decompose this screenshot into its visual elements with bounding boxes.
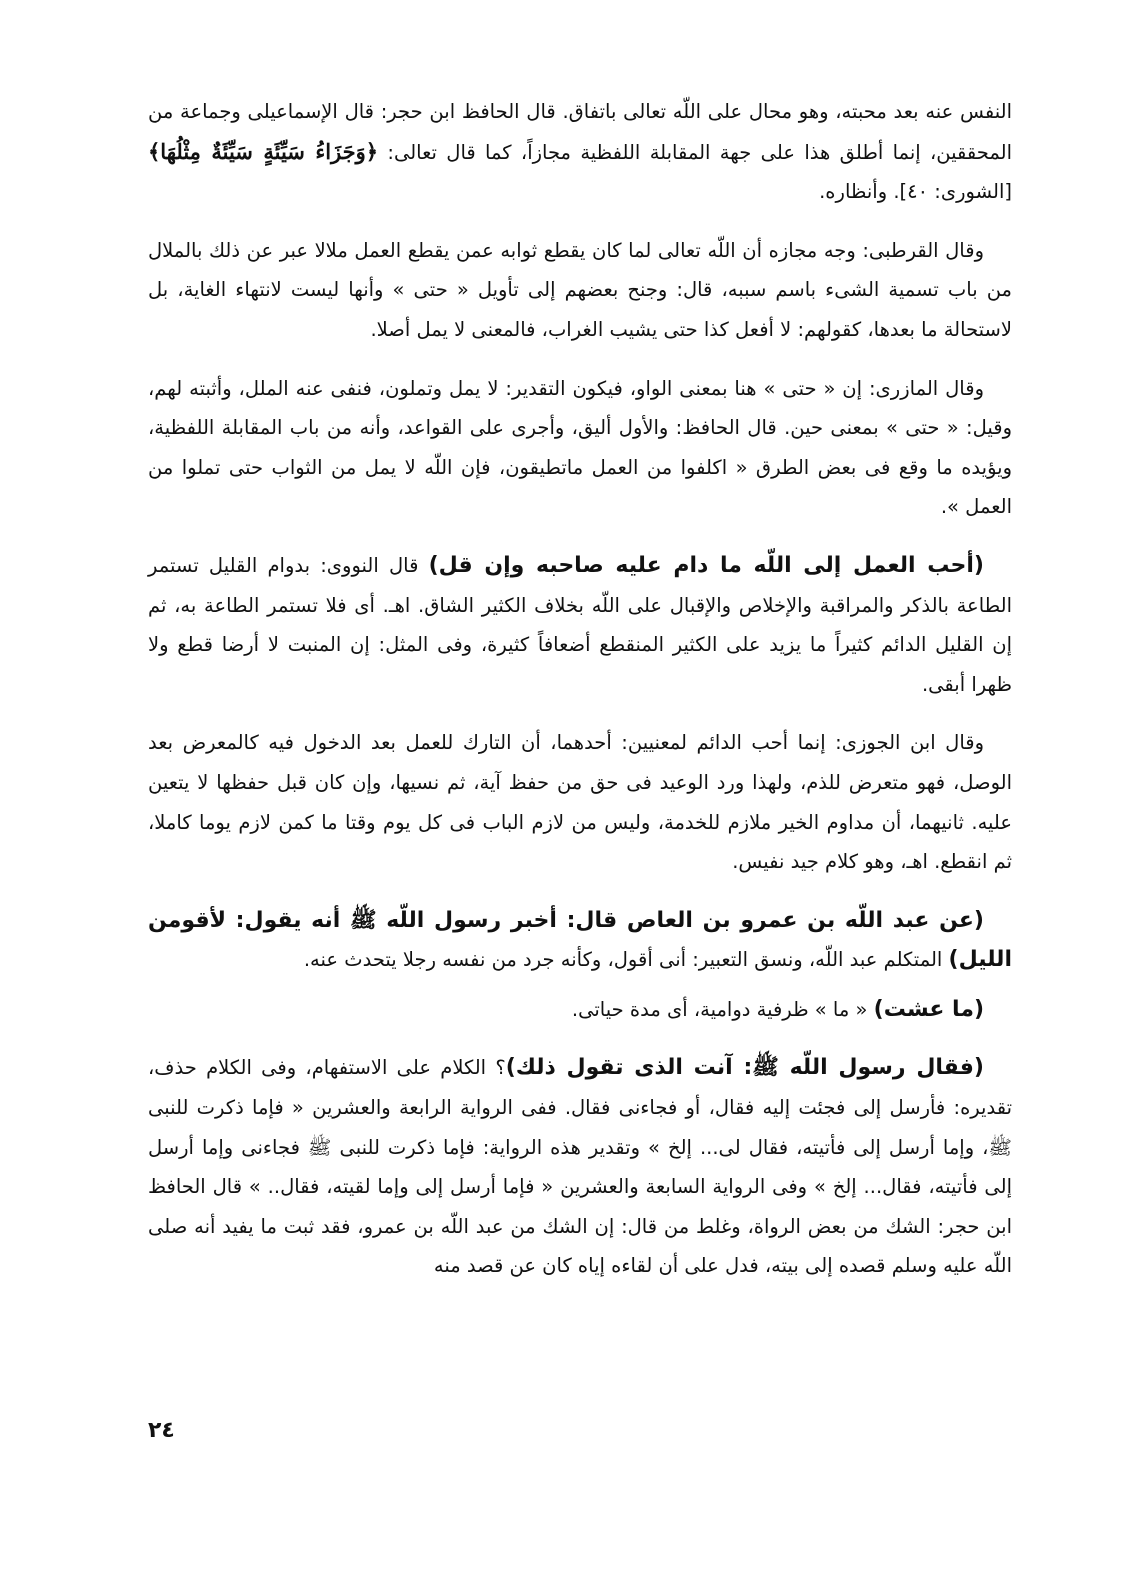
paragraph-6-text: المتكلم عبد اللّه، ونسق التعبير: أنى أقول، وكأنه جرد من نفسه رجلا يتحدث عنه. [303, 948, 949, 972]
hadith-heading: (ما عشت) [873, 996, 984, 1022]
paragraph-1-text-after: [الشورى: ٤٠]. وأنظاره. [819, 180, 1012, 204]
main-text-block [148, 92, 1012, 1305]
paragraph-5-text: وقال ابن الجوزى: إنما أحب الدائم لمعنيين: أحدهما، أن التارك للعمل بعد الدخول فيه كالمعرض بعد الوصل، فهو متعرض للذم، ولهذا ورد الوعيد فى حق من حفظ آية، ثم نسيها، وإن كان قبل حفظها لا يتعين عليه. ثانيهما، أن مداوم الخير ملازم للخدمة، وليس من لازم الباب فى كل يوم وقتا ما كمن لازم يوما كاملا، ثم انقطع. اهـ، وهو كلام جيد نفيس. [148, 731, 1012, 874]
quran-verse: ﴿وَجَزَاءُ سَيِّئَةٍ سَيِّئَةٌ مِثْلُهَا﴾ [148, 138, 379, 164]
paragraph-2 [148, 231, 1012, 350]
page-number: ٢٤ [148, 1418, 175, 1443]
paragraph-8-text: ؟ الكلام على الاستفهام، وفى الكلام حذف، تقديره: فأرسل إلى فجئت إليه فقال، أو فجاءنى فقال. ففى الرواية الرابعة والعشرين « فإما ذكرت للنبى ﷺ، وإما أرسل إلى فأتيته، فقال لى... إلخ » وتقدير هذه الرواية: فإما ذكرت للنبى ﷺ فجاءنى وإما أرسل إلى فأتيته، فقال... إلخ » وفى الرواية السابعة والعشرين « فإما أرسل إلى وإما لقيته، فقال.. » قال الحافظ ابن حجر: الشك من بعض الرواة، وغلط من قال: إن الشك من عبد اللّه بن عمرو، فقد ثبت ما يفيد أنه صلى اللّه عليه وسلم قصده إلى بيته، فدل على أن لقاءه إياه كان عن قصد منه [148, 1056, 1012, 1278]
paragraph-3 [148, 369, 1012, 527]
paragraph-5 [148, 723, 1012, 881]
paragraph-6 [148, 901, 1012, 980]
paragraph-7 [148, 990, 1012, 1030]
hadith-heading: (عن عبد اللّه بن عمرو بن العاص قال: أخبر رسول اللّه ﷺ أنه يقول: لأقومن الليل) [148, 907, 1012, 973]
paragraph-2-text: وقال القرطبى: وجه مجازه أن اللّه تعالى لما كان يقطع ثوابه عمن يقطع العمل ملالا عبر عن ذلك بالملال من باب تسمية الشىء باسم سببه، قال: وجنح بعضهم إلى تأويل « حتى » وأنها ليست لانتهاء الغاية، بل لاستحالة ما بعدها، كقولهم: لا أفعل كذا حتى يشيب الغراب، فالمعنى لا يمل أصلا. [148, 238, 1012, 341]
hadith-heading: (فقال رسول اللّه ﷺ: آنت الذى تقول ذلك) [505, 1055, 984, 1081]
paragraph-4-text: قال النووى: بدوام القليل تستمر الطاعة بالذكر والمراقبة والإخلاص والإقبال على اللّه بخلاف الكثير الشاق. اهـ. أى فلا تستمر الطاعة به، ثم إن القليل الدائم كثيراً ما يزيد على الكثير المنقطع أضعافاً كثيرة، وفى المثل: إن المنبت لا أرضا قطع ولا ظهرا أبقى. [148, 553, 1012, 696]
paragraph-3-text: وقال المازرى: إن « حتى » هنا بمعنى الواو، فيكون التقدير: لا يمل وتملون، فنفى عنه الملل، وأثبته لهم، وقيل: « حتى » بمعنى حين. قال الحافظ: والأول أليق، وأجرى على القواعد، وأنه من باب المقابلة اللفظية، ويؤيده ما وقع فى بعض الطرق « اكلفوا من العمل ماتطيقون، فإن اللّه لا يمل من الثواب حتى تملوا من العمل ». [148, 376, 1012, 519]
hadith-heading: (أحب العمل إلى اللّه ما دام عليه صاحبه وإن قل) [428, 552, 984, 578]
paragraph-7-text: « ما » ظرفية دوامية، أى مدة حياتى. [571, 997, 874, 1021]
paragraph-1 [148, 92, 1012, 212]
paragraph-8 [148, 1048, 1012, 1286]
paragraph-1-text-before: النفس عنه بعد محبته، وهو محال على اللّه تعالى باتفاق. قال الحافظ ابن حجر: قال الإسماعيلى وجماعة من المحققين، إنما أطلق هذا على جهة المقابلة اللفظية مجازاً، كما قال تعالى: [148, 100, 1012, 164]
paragraph-4 [148, 546, 1012, 704]
